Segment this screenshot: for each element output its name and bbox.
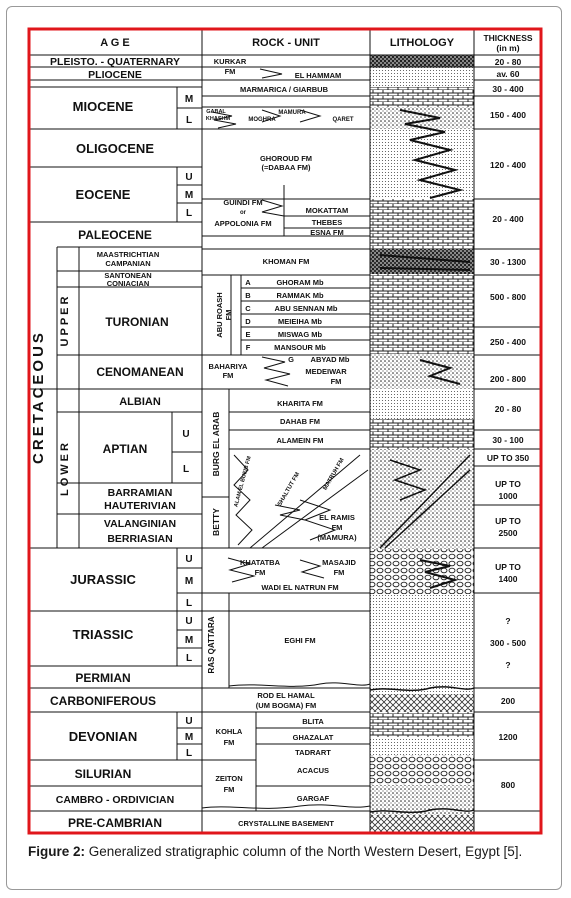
thickness-16a: UP TO	[495, 562, 521, 572]
age-cenomanean: CENOMANEAN	[96, 365, 184, 379]
unit-acacus: ACACUS	[296, 766, 330, 775]
header-age: A G E	[100, 37, 130, 49]
unit-zeiton-fm: FM	[223, 785, 235, 794]
unit-zeiton: ZEITON	[215, 774, 243, 783]
unit-gabal: GABAL	[206, 109, 226, 115]
unit-mokattam: MOKATTAM	[305, 206, 349, 215]
thickness-4: 150 - 400	[490, 110, 526, 120]
unit-member-c: C	[245, 304, 251, 313]
unit-abu-sennan: ABU SENNAN Mb	[274, 304, 338, 313]
header-thickness-unit: (in m)	[496, 43, 520, 53]
unit-rammak: RAMMAK Mb	[276, 291, 324, 300]
unit-member-f: F	[245, 343, 251, 352]
thickness-17a: ?	[505, 616, 511, 626]
unit-khatatba: KHATATBA	[240, 558, 280, 567]
unit-appolonia: APPOLONIA FM	[214, 219, 272, 228]
unit-member-a: A	[245, 278, 251, 287]
age-coniacian: CONIACIAN	[106, 279, 150, 288]
unit-ghazalat: GHAZALAT	[292, 733, 334, 742]
marker-miocene-m: M	[184, 94, 194, 105]
unit-abyad: ABYAD Mb	[310, 355, 350, 364]
unit-mamura-paren: (MAMURA)	[317, 533, 357, 542]
unit-ras-qattara: RAS QATTARA	[207, 616, 216, 674]
age-subdivision-markers	[182, 94, 193, 759]
unit-khoman: KHOMAN FM	[262, 257, 310, 266]
thickness-15a: UP TO	[495, 516, 521, 526]
caption-text: Generalized stratigraphic column of the North Western Desert, Egypt [5].	[85, 844, 523, 859]
marker-aptian-u: U	[182, 429, 190, 440]
age-silurian: SILURIAN	[74, 767, 132, 781]
unit-betty: BETTY	[211, 508, 221, 536]
unit-burg-el-arab: BURG EL ARAB	[211, 411, 221, 477]
unit-guindi: GUINDI FM	[223, 198, 263, 207]
age-eocene: EOCENE	[75, 187, 131, 202]
thickness-10: 200 - 800	[490, 374, 526, 384]
unit-esna: ESNA FM	[310, 228, 344, 237]
marker-eocene-u: U	[185, 172, 193, 183]
unit-shaltut: SHALTUT FM	[277, 471, 302, 508]
thickness-16b: 1400	[498, 574, 518, 584]
age-column	[30, 56, 184, 830]
unit-um-bogma: (UM BOGMA) FM	[255, 701, 317, 710]
marker-aptian-l: L	[182, 464, 190, 475]
unit-member-b: B	[245, 291, 251, 300]
header-lithology: LITHOLOGY	[389, 37, 455, 49]
unit-qaret: QARET	[332, 117, 354, 123]
age-cretaceous: CRETACEOUS	[30, 330, 47, 464]
age-valanginian: VALANGINIAN	[103, 518, 177, 530]
marker-eocene-m: M	[184, 190, 194, 201]
unit-thebes: THEBES	[311, 218, 343, 227]
unit-bahariya: BAHARIYA	[208, 362, 248, 371]
thickness-column	[487, 57, 529, 790]
unit-tadrart: TADRART	[295, 748, 331, 757]
unit-eghi: EGHI FM	[284, 636, 316, 645]
unit-ghoram: GHORAM Mb	[276, 278, 324, 287]
marker-eocene-l: L	[185, 208, 193, 219]
unit-crystalline-basement: CRYSTALLINE BASEMENT	[238, 819, 334, 828]
unit-mamura: MAMURA	[278, 110, 306, 116]
thickness-11: 20 - 80	[494, 404, 522, 414]
age-precambrian: PRE-CAMBRIAN	[68, 816, 162, 830]
marker-jurassic-u: U	[185, 554, 193, 565]
table-header	[100, 33, 533, 53]
marker-devonian-l: L	[185, 748, 193, 759]
thickness-20: 800	[500, 780, 516, 790]
thickness-14a: UP TO	[495, 479, 521, 489]
unit-kurkar-fm: FM	[224, 67, 236, 76]
thickness-17c: ?	[505, 660, 511, 670]
unit-kurkar: KURKAR	[213, 57, 247, 66]
unit-masajid: MASAJID	[322, 558, 356, 567]
age-berriasian: BERRIASIAN	[107, 533, 173, 545]
age-devonian: DEVONIAN	[68, 729, 138, 744]
unit-abu-roash-fm: FM	[224, 309, 233, 321]
thickness-6: 20 - 400	[492, 214, 524, 224]
age-santonean: SANTONEAN	[104, 271, 152, 280]
age-pliocene: PLIOCENE	[88, 69, 142, 81]
age-carboniferous: CARBONIFEROUS	[49, 694, 157, 708]
age-upper: UPPER	[59, 293, 71, 347]
unit-bahariya-fm: FM	[222, 371, 234, 380]
unit-khatatba-fm: FM	[254, 568, 266, 577]
unit-gargaf: GARGAF	[296, 794, 330, 803]
unit-mansour: MANSOUR Mb	[274, 343, 326, 352]
thickness-18: 200	[500, 696, 516, 706]
thickness-1: 20 - 80	[494, 57, 522, 67]
lithology-column	[370, 55, 474, 833]
marker-triassic-l: L	[185, 653, 193, 664]
marker-devonian-u: U	[185, 716, 193, 727]
unit-khashm: KHASHM	[205, 116, 231, 122]
age-aptian: APTIAN	[102, 442, 148, 456]
unit-el-hammam: EL HAMMAM	[294, 71, 342, 80]
unit-dahab: DAHAB FM	[280, 417, 320, 426]
unit-wadi-natrun: WADI EL NATRUN FM	[261, 583, 339, 592]
thickness-13: UP TO 350	[486, 453, 530, 463]
unit-kohla-fm: FM	[223, 738, 235, 747]
age-miocene: MIOCENE	[72, 99, 134, 114]
unit-alamein: ALAMEIN FM	[276, 436, 324, 445]
unit-moghra: MOGHRA	[248, 117, 276, 123]
age-paleocene: PALEOCENE	[78, 228, 152, 242]
age-lower: LOWER	[59, 440, 71, 496]
marker-jurassic-m: M	[184, 576, 194, 587]
thickness-5: 120 - 400	[490, 160, 526, 170]
unit-el-ramis-fm: FM	[331, 523, 343, 532]
marker-jurassic-l: L	[185, 598, 193, 609]
age-turonian: TURONIAN	[105, 315, 169, 329]
unit-ghoroud: GHOROUD FM	[259, 154, 313, 163]
unit-medeiwar: MEDEIWAR	[305, 367, 347, 376]
unit-matruh: MATRUH FM	[322, 457, 346, 492]
age-jurassic: JURASSIC	[70, 572, 136, 587]
age-maastrichtian: MAASTRICHTIAN	[96, 250, 160, 259]
age-pleistocene: PLEISTO. - QUATERNARY	[50, 56, 180, 68]
unit-member-e: E	[245, 330, 251, 339]
unit-rod-el-hamal: ROD EL HAMAL	[257, 691, 315, 700]
unit-kharita: KHARITA FM	[277, 399, 323, 408]
unit-member-g: G	[288, 355, 294, 364]
unit-el-ramis: EL RAMIS	[319, 513, 355, 522]
thickness-3: 30 - 400	[492, 84, 524, 94]
age-triassic: TRIASSIC	[72, 627, 134, 642]
unit-dabaa: (=DABAA FM)	[261, 163, 311, 172]
marker-triassic-u: U	[185, 616, 193, 627]
thickness-9: 250 - 400	[490, 337, 526, 347]
unit-blita: BLITA	[302, 717, 324, 726]
unit-alam-el-bueib: ALAM EL BUEIB FM	[233, 455, 253, 508]
marker-devonian-m: M	[184, 732, 194, 743]
marker-miocene-l: L	[185, 115, 193, 126]
thickness-12: 30 - 100	[492, 435, 524, 445]
unit-marmarica: MARMARICA / GIARBUB	[239, 85, 329, 94]
marker-triassic-m: M	[184, 635, 194, 646]
unit-meiiha: MEIEIHA Mb	[278, 317, 322, 326]
thickness-14b: 1000	[498, 491, 518, 501]
thickness-17b: 300 - 500	[490, 638, 526, 648]
age-barramian: BARRAMIAN	[107, 487, 173, 499]
unit-abu-roash: ABU ROASH	[215, 292, 224, 338]
caption-label: Figure 2:	[28, 844, 86, 859]
header-rock-unit: ROCK - UNIT	[252, 37, 320, 49]
unit-or: or	[240, 210, 246, 216]
age-hauterivian: HAUTERIVIAN	[104, 500, 176, 512]
header-thickness: THICKNESS	[483, 33, 533, 43]
age-campanian: CAMPANIAN	[105, 259, 151, 268]
figure-caption	[28, 843, 548, 860]
thickness-8: 500 - 800	[490, 292, 526, 302]
age-albian: ALBIAN	[119, 396, 161, 408]
unit-medeiwar-fm: FM	[330, 377, 342, 386]
unit-member-d: D	[245, 317, 251, 326]
unit-masajid-fm: FM	[333, 568, 345, 577]
unit-miswag: MISWAG Mb	[277, 330, 323, 339]
thickness-15b: 2500	[498, 528, 518, 538]
thickness-2: av. 60	[496, 69, 520, 79]
thickness-19: 1200	[498, 732, 518, 742]
age-oligocene: OLIGOCENE	[75, 141, 155, 156]
age-permian: PERMIAN	[75, 671, 131, 685]
unit-kohla: KOHLA	[215, 727, 243, 736]
age-cambro-ordivician: CAMBRO - ORDIVICIAN	[55, 794, 175, 806]
thickness-7: 30 - 1300	[490, 257, 526, 267]
